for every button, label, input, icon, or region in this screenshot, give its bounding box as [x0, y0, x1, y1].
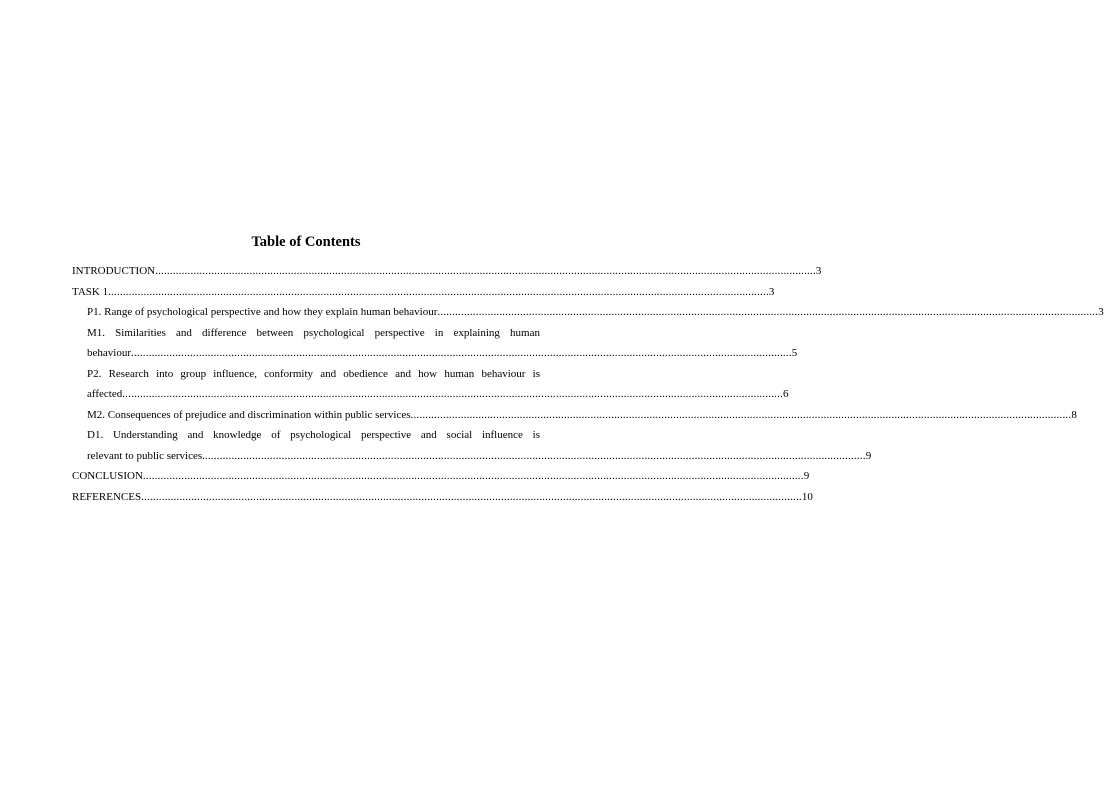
toc-entry-label-line2: relevant to public services.: [87, 449, 205, 462]
dot-leader: ................................................................................................................................................................................................................................: [142, 470, 804, 482]
toc-page-number: 9: [865, 449, 872, 462]
toc-page-number: 8: [1071, 408, 1077, 421]
toc-entry-label: M2. Consequences of prejudice and discrimination within public services: [87, 408, 411, 421]
toc-entry-d1[interactable]: [87, 425, 872, 466]
dot-leader: ................................................................................................................................................................................................................................: [410, 408, 1072, 421]
toc-entry-label-line1: M1. Similarities and difference between psychological perspective in explaining human: [87, 326, 540, 339]
toc-page-number: 10: [801, 490, 813, 503]
toc-entry-p2[interactable]: [87, 364, 789, 405]
toc-title: Table of Contents: [251, 234, 361, 250]
toc-entry-label-line2: behaviour: [87, 347, 131, 359]
toc-entry-task-1[interactable]: [72, 282, 775, 303]
dot-leader: ................................................................................................................................................................................................................................: [122, 388, 784, 400]
dot-leader: ................................................................................................................................................................................................................................: [130, 347, 792, 359]
toc-entry-label: P1. Range of psychological perspective and how they explain human behaviour: [87, 306, 438, 318]
toc-entry-conclusion[interactable]: [72, 466, 810, 487]
toc-entry-introduction[interactable]: [72, 261, 822, 282]
toc-entry-references[interactable]: [72, 487, 813, 508]
toc-page-number: 3: [1098, 306, 1104, 318]
toc-entry-m2[interactable]: [87, 405, 1077, 426]
dot-leader: ................................................................................................................................................................................................................................: [108, 285, 769, 298]
dot-leader: ................................................................................................................................................................................................................................: [141, 490, 802, 503]
toc-entry-label-line1: P2. Research into group influence, conformity and obedience and how human behaviour is: [87, 367, 540, 380]
toc-entry-m1[interactable]: [87, 323, 798, 364]
toc-entry-label: TASK 1: [72, 285, 109, 298]
toc-entry-label-line2: affected: [87, 388, 123, 400]
toc-page-number: 9: [803, 470, 810, 482]
toc-page-number: 5: [791, 347, 798, 359]
toc-page-number: 3: [815, 265, 822, 277]
toc-entry-label: INTRODUCTION: [72, 265, 156, 277]
dot-leader: ................................................................................................................................................................................................................................: [437, 306, 1099, 318]
dot-leader: ................................................................................................................................................................................................................................: [204, 449, 866, 462]
toc-page-number: 6: [783, 388, 789, 400]
toc-entry-label: REFERENCES: [72, 490, 142, 503]
dot-leader: ................................................................................................................................................................................................................................: [155, 265, 816, 277]
toc-entry-label-line1: D1. Understanding and knowledge of psychological perspective and social influence is: [87, 429, 540, 441]
toc-entry-p1[interactable]: [87, 302, 1104, 323]
toc-page-number: 3: [768, 285, 775, 298]
table-of-contents: [72, 261, 1104, 507]
toc-entry-label: CONCLUSION: [72, 470, 143, 482]
